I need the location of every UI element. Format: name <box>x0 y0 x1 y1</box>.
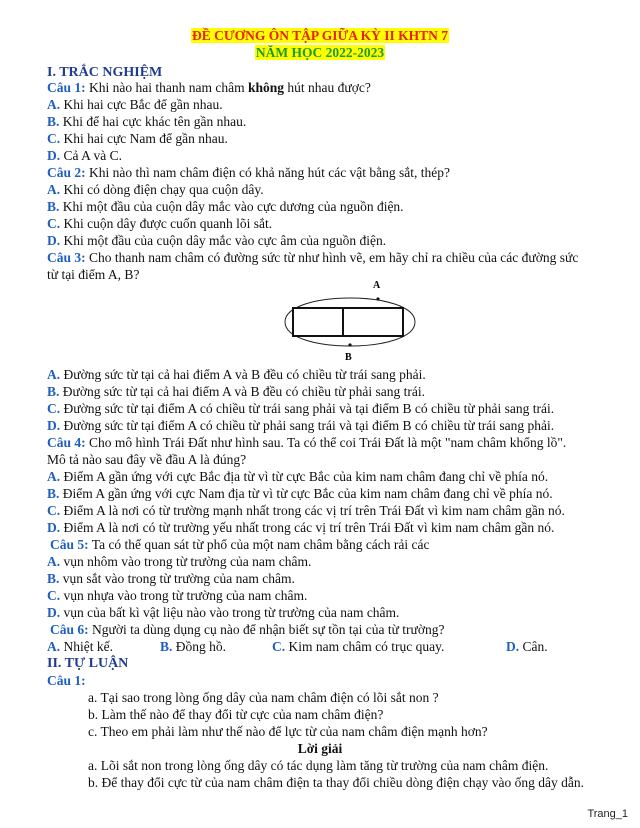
point-a-label: A <box>373 280 381 291</box>
answer-b: b. Để thay đổi cực từ của nam châm điện ta thay đổi chiều dòng điện chạy vào ống dây dẫn. <box>88 775 584 790</box>
q2-option-a: A. Khi có dòng điện chạy qua cuộn dây. <box>47 182 264 197</box>
point-b-dot <box>348 343 351 346</box>
essay-item-b: b. Làm thế nào để thay đổi từ cực của nam châm điện? <box>88 707 384 722</box>
q4-option-c: C. Điểm A là nơi có từ trường mạnh nhất trong các vị trí trên Trái Đất vì kim nam châm gần nó. <box>47 503 565 518</box>
q1-option-d: D. Cả A và C. <box>47 148 123 163</box>
question-1: Câu 1: Khi nào hai thanh nam châm không hút nhau được? <box>47 80 371 95</box>
q6-option-b: B. Đồng hồ. <box>160 639 227 654</box>
question-4-continued: Mô tả nào sau đây về đầu A là đúng? <box>47 452 247 467</box>
q3-option-c: C. Đường sức từ tại điểm A có chiều từ trái sang phải và tại điểm B có chiều từ phải sang trái. <box>47 401 555 416</box>
q1-option-c: C. Khi hai cực Nam để gần nhau. <box>47 131 228 146</box>
q4-option-b: B. Điểm A gần ứng với cực Nam địa từ vì từ cực Bắc của kim nam châm đang chỉ về phía nó. <box>47 486 553 501</box>
q2-option-c: C. Khi cuộn dây được cuốn quanh lõi sắt. <box>47 216 273 231</box>
point-a-dot <box>376 297 379 300</box>
question-4: Câu 4: Cho mô hình Trái Đất như hình sau. Ta có thể coi Trái Đất là một "nam châm khổng lồ". <box>47 435 567 450</box>
q3-option-b: B. Đường sức từ tại cả hai điểm A và B đều có chiều từ phải sang trái. <box>47 384 425 399</box>
question-2: Câu 2: Khi nào thì nam châm điện có khả năng hút các vật bằng sắt, thép? <box>47 165 451 180</box>
section-heading-multiple-choice: I. TRẮC NGHIỆM <box>47 65 163 80</box>
question-3: Câu 3: Cho thanh nam châm có đường sức từ như hình vẽ, em hãy chỉ ra chiều của các đường sức <box>47 250 579 265</box>
bar-magnet <box>293 308 403 336</box>
q5-option-c: C. vụn nhựa vào trong từ trường của nam châm. <box>47 588 308 603</box>
document-title <box>0 28 640 44</box>
q5-option-d: D. vụn của bất kì vật liệu nào vào trong từ trường của nam châm. <box>47 605 400 620</box>
answer-a: a. Lõi sắt non trong lòng ống dây có tác dụng làm tăng từ trường của nam châm điện. <box>88 758 549 773</box>
section-heading-essay: II. TỰ LUẬN <box>47 656 129 671</box>
essay-item-c: c. Theo em phải làm như thế nào để lực từ của nam châm điện mạnh hơn? <box>88 724 488 739</box>
essay-item-a: a. Tại sao trong lòng ống dây của nam châm điện có lõi sắt non ? <box>88 690 439 705</box>
q6-option-a: A. Nhiệt kế. <box>47 639 113 654</box>
question-6: Câu 6: Người ta dùng dụng cụ nào để nhận biết sự tồn tại của từ trường? <box>50 622 445 637</box>
point-b-label: B <box>345 352 352 363</box>
q5-option-a: A. vụn nhôm vào trong từ trường của nam châm. <box>47 554 312 569</box>
question-5: Câu 5: Ta có thể quan sát từ phổ của một nam châm bằng cách rải các <box>50 537 430 552</box>
title-line-1: ĐỀ CƯƠNG ÔN TẬP GIỮA KỲ II KHTN 7 <box>191 28 449 43</box>
question-3-continued: từ tại điểm A, B? <box>47 267 140 282</box>
q3-option-d: D. Đường sức từ tại điểm A có chiều từ phải sang trái và tại điểm B có chiều từ trái sang phải. <box>47 418 555 433</box>
q6-options-row <box>47 638 637 655</box>
q6-option-c: C. Kim nam châm có trục quay. <box>272 639 445 654</box>
page-number: Trang_1 <box>587 808 628 820</box>
essay-question-1: Câu 1: <box>47 673 86 688</box>
q2-option-b: B. Khi một đầu của cuộn dây mắc vào cực dương của nguồn điện. <box>47 199 404 214</box>
document-subtitle <box>0 45 640 61</box>
q6-option-d: D. Cân. <box>506 639 548 654</box>
q5-option-b: B. vụn sắt vào trong từ trường của nam châm. <box>47 571 295 586</box>
solution-heading: Lời giải <box>297 741 343 756</box>
bar-magnet-field-figure <box>255 280 445 364</box>
q1-option-b: B. Khi để hai cực khác tên gần nhau. <box>47 114 247 129</box>
q1-option-a: A. Khi hai cực Bắc để gần nhau. <box>47 97 223 112</box>
q4-option-a: A. Điểm A gần ứng với cực Bắc địa từ vì từ cực Bắc của kim nam châm đang chỉ về phía nó. <box>47 469 549 484</box>
title-line-2: NĂM HỌC 2022-2023 <box>255 45 385 60</box>
q2-option-d: D. Khi một đầu của cuộn dây mắc vào cực âm của nguồn điện. <box>47 233 387 248</box>
q4-option-d: D. Điểm A là nơi có từ trường yếu nhất trong các vị trí trên Trái Đất vì kim nam châm gần nó. <box>47 520 555 535</box>
q3-option-a: A. Đường sức từ tại cả hai điểm A và B đều có chiều từ trái sang phải. <box>47 367 426 382</box>
